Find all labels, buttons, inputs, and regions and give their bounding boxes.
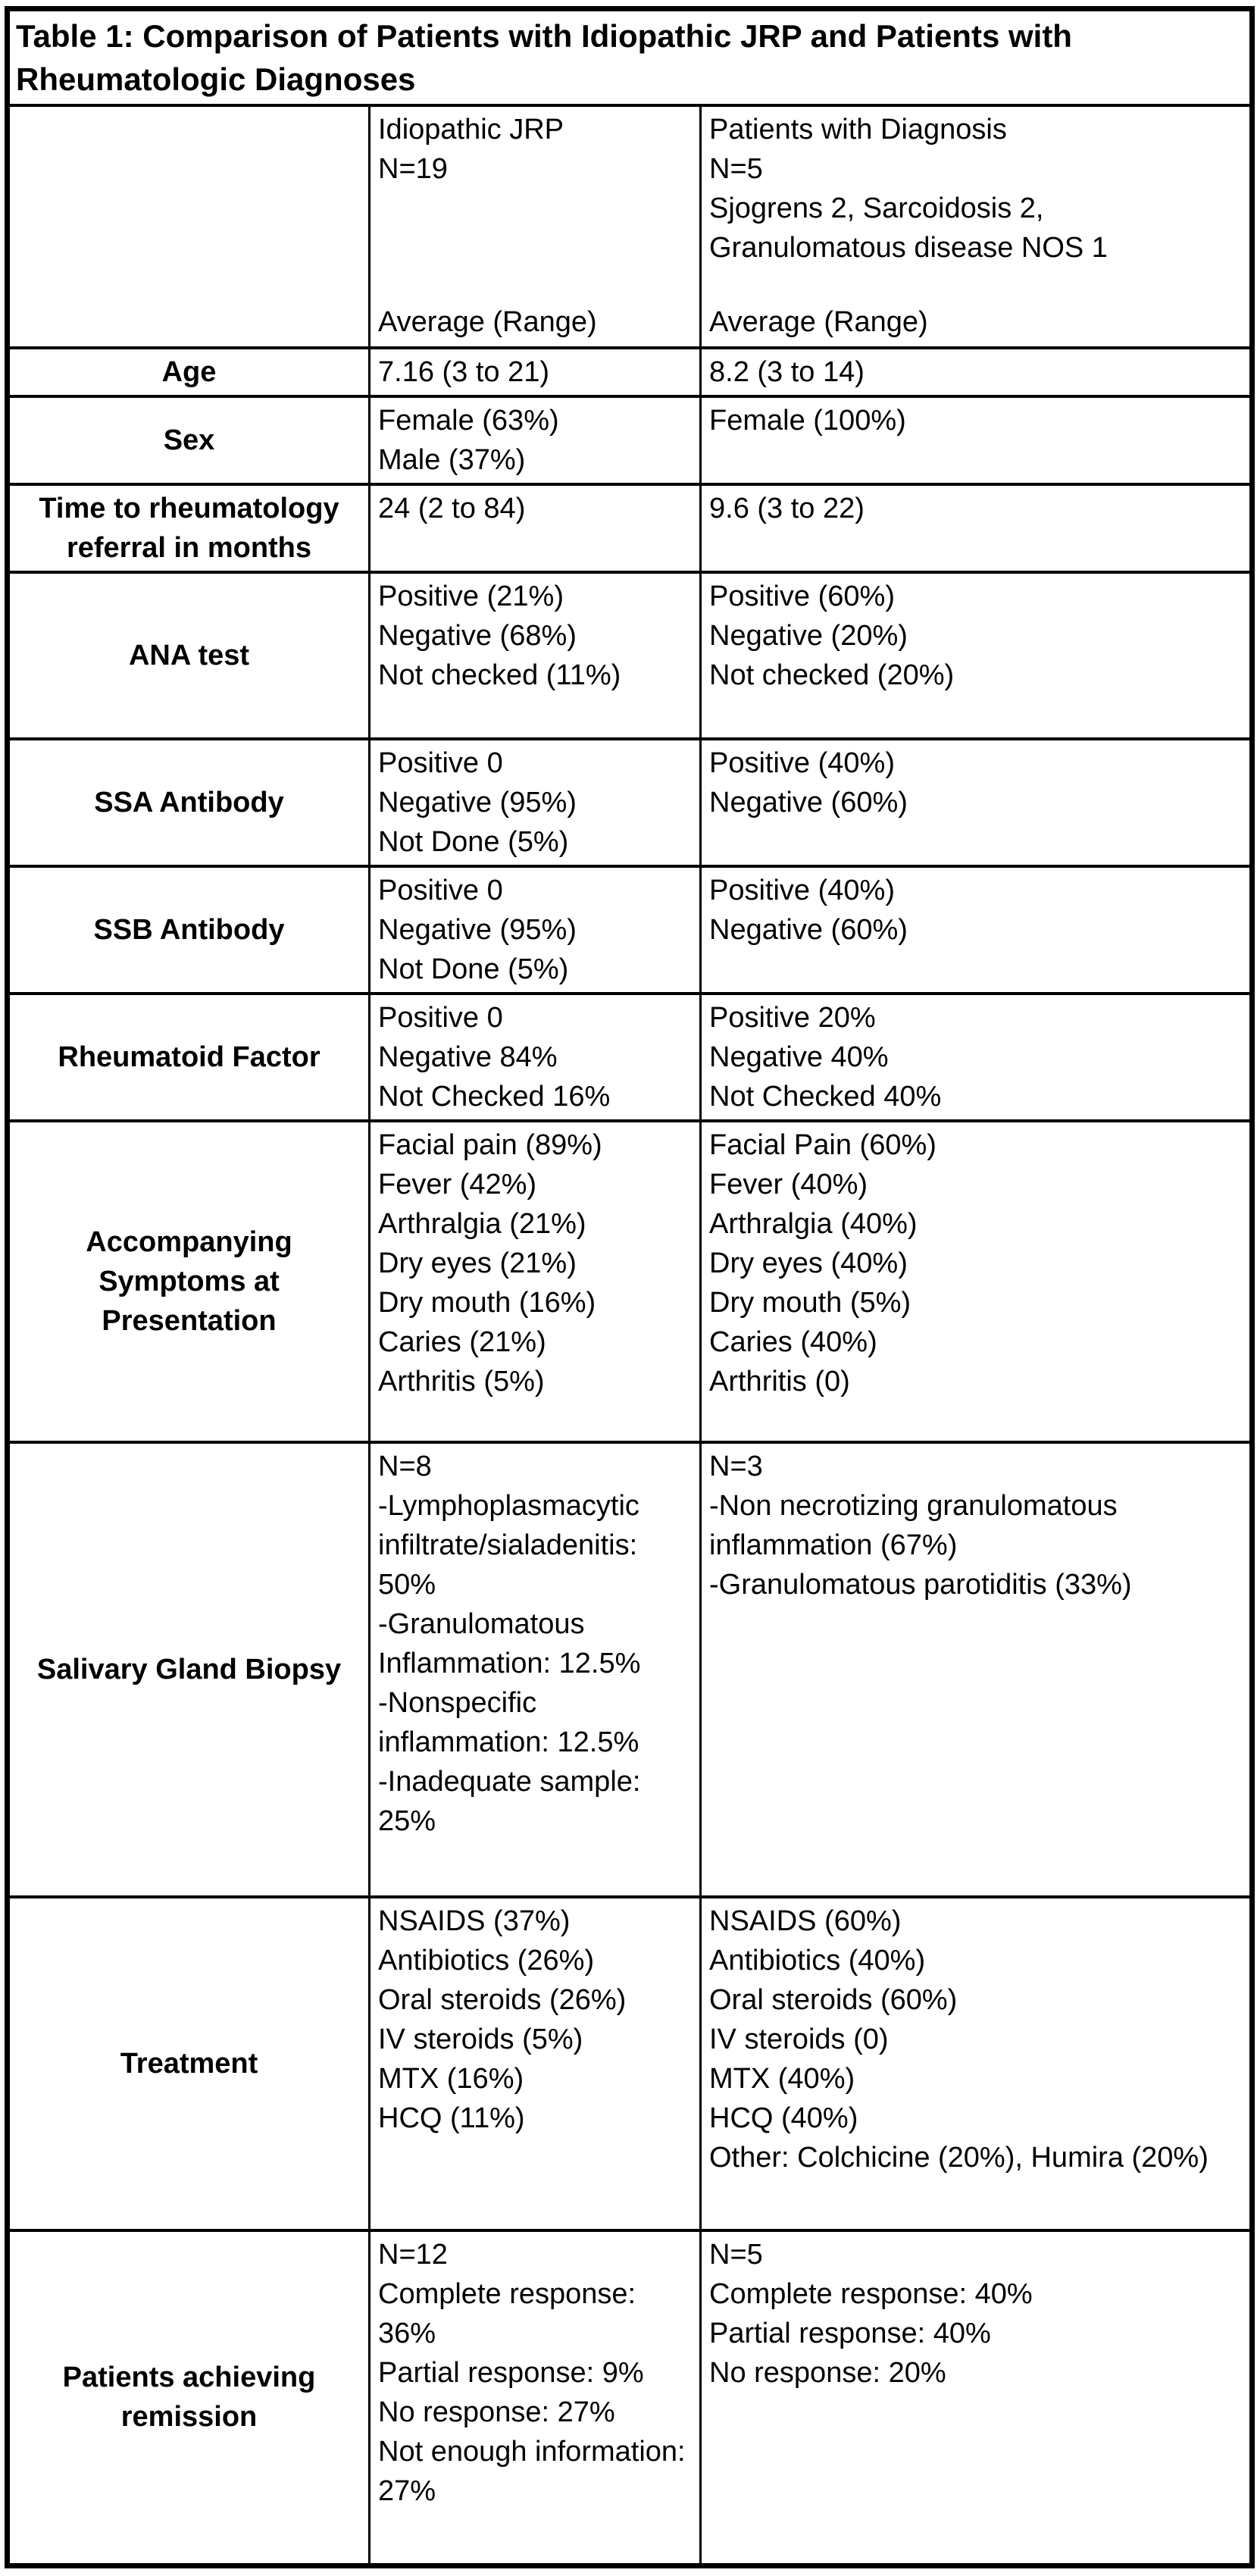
title-row xyxy=(8,9,1252,106)
header-idiopathic-jrp-line: N=19 xyxy=(378,153,448,185)
row-label-ana-test: ANA test xyxy=(8,572,370,739)
cell-line: Positive 0 xyxy=(378,747,503,779)
header-patients-with-diagnosis-line: Sjogrens 2, Sarcoidosis 2, xyxy=(709,192,1044,224)
cell-line: Antibiotics (40%) xyxy=(709,1945,926,1977)
patients-with-diagnosis-cell-ssa-antibody xyxy=(701,739,1252,866)
cell-line: Negative (95%) xyxy=(378,914,577,946)
header-idiopathic-jrp-average-range: Average (Range) xyxy=(378,306,597,338)
cell-line: Negative (95%) xyxy=(378,787,577,818)
cell-line: -Nonspecific inflammation: 12.5% xyxy=(378,1687,639,1758)
patients-with-diagnosis-cell-rheumatoid-factor xyxy=(701,994,1252,1121)
cell-line: Positive (40%) xyxy=(709,875,895,906)
cell-line: Positive (40%) xyxy=(709,747,895,779)
patients-with-diagnosis-cell-patients-achieving-remission xyxy=(701,2230,1252,2565)
table-row-accompanying-symptoms-at-presentation xyxy=(8,1121,1252,1442)
idiopathic-jrp-cell-age xyxy=(370,348,701,396)
cell-line: Facial Pain (60%) xyxy=(709,1129,936,1161)
cell-line: Positive 20% xyxy=(709,1002,876,1034)
cell-line: Complete response: 40% xyxy=(709,2278,1033,2310)
cell-line: Caries (21%) xyxy=(378,1326,546,1358)
cell-line: MTX (16%) xyxy=(378,2063,524,2095)
cell-line: Caries (40%) xyxy=(709,1326,877,1358)
idiopathic-jrp-cell-ana-test xyxy=(370,572,701,739)
cell-line: Arthritis (5%) xyxy=(378,1366,545,1398)
cell-line: Arthralgia (21%) xyxy=(378,1208,586,1240)
cell-line: Arthralgia (40%) xyxy=(709,1208,918,1240)
patients-with-diagnosis-cell-salivary-gland-biopsy xyxy=(701,1442,1252,1897)
cell-line: Partial response: 40% xyxy=(709,2318,991,2349)
header-empty-cell xyxy=(8,105,370,348)
row-label-age: Age xyxy=(8,348,370,396)
cell-line: Negative (60%) xyxy=(709,787,908,818)
cell-line: Not Done (5%) xyxy=(378,826,569,858)
cell-line: Positive (21%) xyxy=(378,581,564,612)
row-label-time-to-rheumatology-referral-in-months: Time to rheumatology referral in months xyxy=(8,484,370,572)
cell-line: Not enough information: 27% xyxy=(378,2436,686,2507)
row-label-treatment: Treatment xyxy=(8,1897,370,2230)
idiopathic-jrp-cell-ssa-antibody xyxy=(370,739,701,866)
table-row-time-to-rheumatology-referral-in-months xyxy=(8,484,1252,572)
cell-line: Dry mouth (5%) xyxy=(709,1287,911,1319)
comparison-table xyxy=(5,6,1255,2568)
header-idiopathic-jrp-line: Idiopathic JRP xyxy=(378,114,564,146)
cell-line: -Non necrotizing granulomatous inflammation (67%) xyxy=(709,1490,1118,1561)
cell-line: N=3 xyxy=(709,1451,763,1482)
row-label-sex: Sex xyxy=(8,396,370,484)
cell-line: No response: 27% xyxy=(378,2396,615,2428)
cell-line: HCQ (11%) xyxy=(378,2102,525,2134)
idiopathic-jrp-cell-sex xyxy=(370,396,701,484)
cell-line: 24 (2 to 84) xyxy=(378,493,526,524)
patients-with-diagnosis-cell-treatment xyxy=(701,1897,1252,2230)
table-row-rheumatoid-factor xyxy=(8,994,1252,1121)
cell-line: -Granulomatous Inflammation: 12.5% xyxy=(378,1608,641,1679)
cell-line: N=8 xyxy=(378,1451,432,1482)
idiopathic-jrp-cell-salivary-gland-biopsy xyxy=(370,1442,701,1897)
row-label-accompanying-symptoms-at-presentation: Accompanying Symptoms at Presentation xyxy=(8,1121,370,1442)
table-row-patients-achieving-remission xyxy=(8,2230,1252,2565)
cell-line: Not Done (5%) xyxy=(378,953,569,985)
cell-line: Partial response: 9% xyxy=(378,2357,644,2389)
cell-line: IV steroids (0) xyxy=(709,2024,889,2055)
cell-line: 8.2 (3 to 14) xyxy=(709,356,865,388)
cell-line: Negative (68%) xyxy=(378,620,577,652)
table-row-treatment xyxy=(8,1897,1252,2230)
header-patients-with-diagnosis-line: Granulomatous disease NOS 1 xyxy=(709,232,1108,264)
cell-line: Fever (42%) xyxy=(378,1169,537,1200)
cell-line: Negative 40% xyxy=(709,1041,889,1073)
cell-line: N=5 xyxy=(709,2239,763,2271)
cell-line: 7.16 (3 to 21) xyxy=(378,356,550,388)
cell-line: N=12 xyxy=(378,2239,448,2271)
cell-line: Complete response: 36% xyxy=(378,2278,636,2349)
cell-line: NSAIDS (60%) xyxy=(709,1905,902,1937)
table-title: Table 1: Comparison of Patients with Idiopathic JRP and Patients with Rheumatologic Diagnoses xyxy=(8,9,1252,106)
cell-line: -Lymphoplasmacytic infiltrate/sialadenitis: 50% xyxy=(378,1490,639,1601)
cell-line: Not checked (20%) xyxy=(709,659,955,691)
table-row-ssb-antibody xyxy=(8,866,1252,994)
header-patients-with-diagnosis-line: N=5 xyxy=(709,153,763,185)
idiopathic-jrp-cell-patients-achieving-remission xyxy=(370,2230,701,2565)
cell-line: Not checked (11%) xyxy=(378,659,621,691)
cell-line: Male (37%) xyxy=(378,444,526,476)
cell-line: Not Checked 16% xyxy=(378,1081,611,1113)
row-label-ssb-antibody: SSB Antibody xyxy=(8,866,370,994)
cell-line: NSAIDS (37%) xyxy=(378,1905,571,1937)
idiopathic-jrp-cell-accompanying-symptoms-at-presentation xyxy=(370,1121,701,1442)
header-idiopathic-jrp xyxy=(370,105,701,348)
cell-line: MTX (40%) xyxy=(709,2063,855,2095)
cell-line: Positive 0 xyxy=(378,1002,503,1034)
cell-line: -Inadequate sample: 25% xyxy=(378,1766,641,1837)
row-label-salivary-gland-biopsy: Salivary Gland Biopsy xyxy=(8,1442,370,1897)
header-patients-with-diagnosis xyxy=(701,105,1252,348)
table-row-age xyxy=(8,348,1252,396)
cell-line: Female (63%) xyxy=(378,405,559,437)
idiopathic-jrp-cell-rheumatoid-factor xyxy=(370,994,701,1121)
row-label-ssa-antibody: SSA Antibody xyxy=(8,739,370,866)
column-header-row xyxy=(8,105,1252,348)
cell-line: Positive 0 xyxy=(378,875,503,906)
cell-line: Female (100%) xyxy=(709,405,906,437)
cell-line: Fever (40%) xyxy=(709,1169,868,1200)
patients-with-diagnosis-cell-ana-test xyxy=(701,572,1252,739)
cell-line: HCQ (40%) xyxy=(709,2102,858,2134)
header-patients-with-diagnosis-average-range: Average (Range) xyxy=(709,306,928,338)
cell-line: Negative (20%) xyxy=(709,620,908,652)
patients-with-diagnosis-cell-time-to-rheumatology-referral-in-months xyxy=(701,484,1252,572)
cell-line: 9.6 (3 to 22) xyxy=(709,493,865,524)
idiopathic-jrp-cell-time-to-rheumatology-referral-in-months xyxy=(370,484,701,572)
idiopathic-jrp-cell-ssb-antibody xyxy=(370,866,701,994)
cell-line: Dry eyes (40%) xyxy=(709,1247,908,1279)
idiopathic-jrp-cell-treatment xyxy=(370,1897,701,2230)
row-label-rheumatoid-factor: Rheumatoid Factor xyxy=(8,994,370,1121)
cell-line: IV steroids (5%) xyxy=(378,2024,583,2055)
cell-line: Antibiotics (26%) xyxy=(378,1945,595,1977)
cell-line: Negative 84% xyxy=(378,1041,558,1073)
table-row-ana-test xyxy=(8,572,1252,739)
row-label-patients-achieving-remission: Patients achieving remission xyxy=(8,2230,370,2565)
cell-line: Oral steroids (26%) xyxy=(378,1984,627,2016)
cell-line: Negative (60%) xyxy=(709,914,908,946)
header-patients-with-diagnosis-line: Patients with Diagnosis xyxy=(709,114,1007,146)
cell-line: Other: Colchicine (20%), Humira (20%) xyxy=(709,2142,1209,2174)
cell-line: Dry mouth (16%) xyxy=(378,1287,596,1319)
table-row-sex xyxy=(8,396,1252,484)
cell-line: Oral steroids (60%) xyxy=(709,1984,958,2016)
patients-with-diagnosis-cell-age xyxy=(701,348,1252,396)
cell-line: Positive (60%) xyxy=(709,581,895,612)
patients-with-diagnosis-cell-sex xyxy=(701,396,1252,484)
patients-with-diagnosis-cell-accompanying-symptoms-at-presentation xyxy=(701,1121,1252,1442)
cell-line: Not Checked 40% xyxy=(709,1081,942,1113)
cell-line: Facial pain (89%) xyxy=(378,1129,602,1161)
cell-line: -Granulomatous parotiditis (33%) xyxy=(709,1569,1132,1601)
cell-line: No response: 20% xyxy=(709,2357,946,2389)
patients-with-diagnosis-cell-ssb-antibody xyxy=(701,866,1252,994)
table-row-ssa-antibody xyxy=(8,739,1252,866)
cell-line: Dry eyes (21%) xyxy=(378,1247,577,1279)
cell-line: Arthritis (0) xyxy=(709,1366,850,1398)
table-row-salivary-gland-biopsy xyxy=(8,1442,1252,1897)
